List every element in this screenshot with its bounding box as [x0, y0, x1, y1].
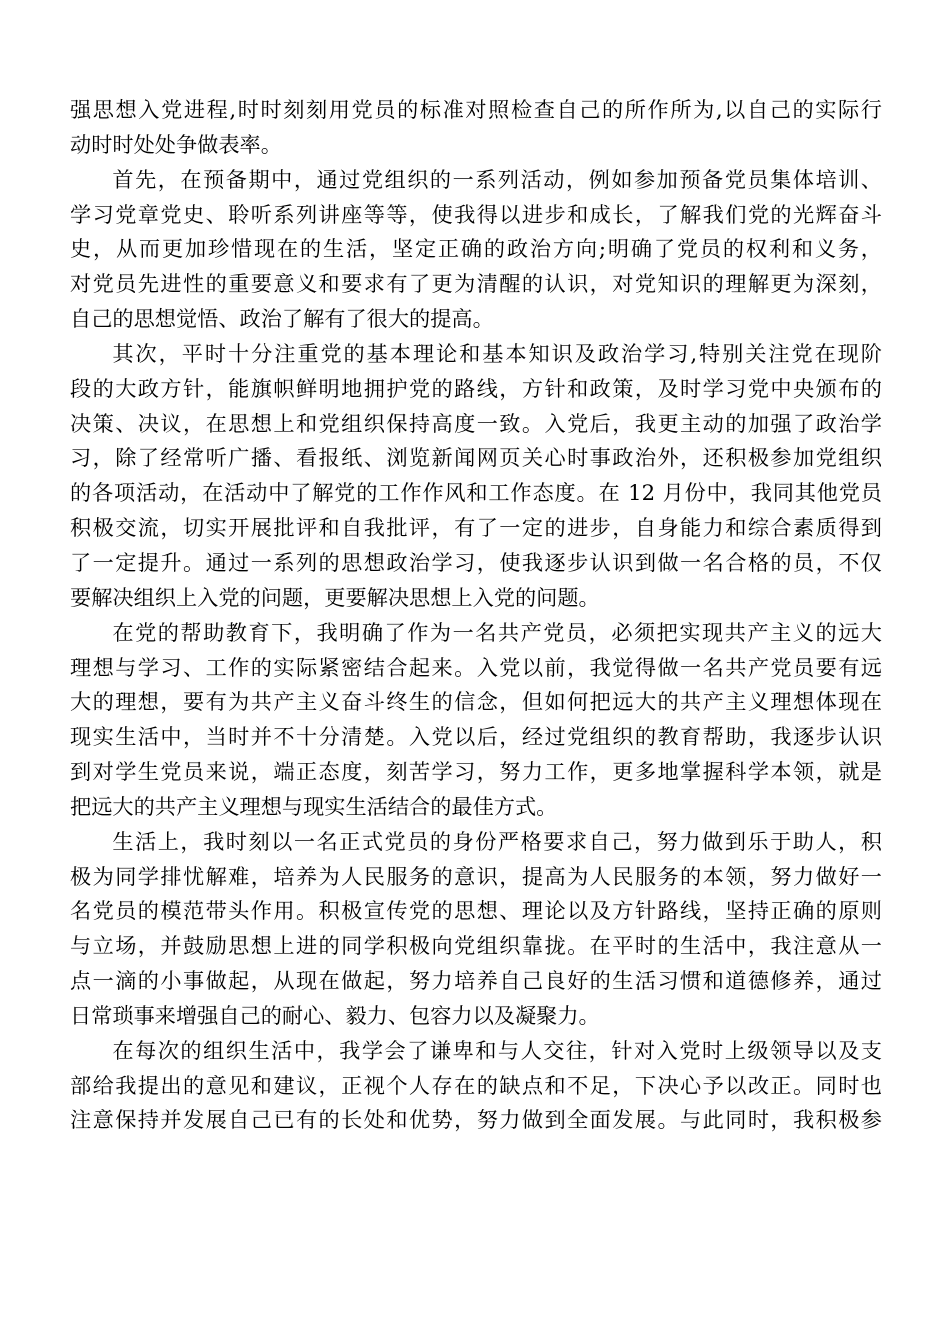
- text-line: 要解决组织上入党的问题，更要解决思想上入党的问题。: [70, 584, 600, 610]
- text-line: 了一定提升。通过一系列的思想政治学习，使我逐步认识到做一名合格的员，不仅: [70, 549, 882, 575]
- text-line: 大的理想，要有为共产主义奋斗终生的信念，但如何把远大的共产主义理想体现在: [70, 689, 882, 715]
- paragraph-6: [70, 1034, 882, 1139]
- text-line: 动时时处处争做表率。: [70, 131, 282, 157]
- paragraph-4: [70, 616, 882, 825]
- paragraph-5: [70, 825, 882, 1034]
- text-line: 习，除了经常听广播、看报纸、浏览新闻网页关心时事政治外，还积极参加党组织: [70, 445, 882, 471]
- text-line: 极为同学排忧解难，培养为人民服务的意识，提高为人民服务的本领，努力做好一: [70, 863, 882, 889]
- text-line: 决策、决议，在思想上和党组织保持高度一致。入党后，我更主动的加强了政治学: [70, 410, 882, 436]
- text-line: 学习党章党史、聆听系列讲座等等，使我得以进步和成长，了解我们党的光辉奋斗: [70, 201, 882, 227]
- text-line: 在每次的组织生活中，我学会了谦卑和与人交往，针对入党时上级领导以及支: [112, 1037, 882, 1063]
- text-line: 部给我提出的意见和建议，正视个人存在的缺点和不足，下决心予以改正。同时也: [70, 1072, 882, 1098]
- paragraph-1: [70, 93, 882, 163]
- paragraph-2: [70, 163, 882, 337]
- document-page: [70, 93, 882, 1138]
- text-line: 点一滴的小事做起，从现在做起，努力培养自己良好的生活习惯和道德修养，通过: [70, 968, 882, 994]
- text-line: 与立场，并鼓励思想上进的同学积极向党组织靠拢。在平时的生活中，我注意从一: [70, 933, 882, 959]
- text-line: 积极交流，切实开展批评和自我批评，有了一定的进步，自身能力和综合素质得到: [70, 515, 882, 541]
- text-line: 生活上，我时刻以一名正式党员的身份严格要求自己，努力做到乐于助人，积: [112, 828, 882, 854]
- text-line: 日常琐事来增强自己的耐心、毅力、包容力以及凝聚力。: [70, 1002, 600, 1028]
- text-line: 首先，在预备期中，通过党组织的一系列活动，例如参加预备党员集体培训、: [112, 166, 882, 192]
- text-line: 在党的帮助教育下，我明确了作为一名共产党员，必须把实现共产主义的远大: [112, 619, 882, 645]
- text-line: 现实生活中，当时并不十分清楚。入党以后，经过党组织的教育帮助，我逐步认识: [70, 724, 882, 750]
- text-line: 自己的思想觉悟、政治了解有了很大的提高。: [70, 306, 494, 332]
- text-line: 注意保持并发展自己已有的长处和优势，努力做到全面发展。与此同时，我积极参: [70, 1107, 882, 1133]
- text-line: 的各项活动，在活动中了解党的工作作风和工作态度。在 12 月份中，我同其他党员: [70, 480, 882, 506]
- text-line: 到对学生党员来说，端正态度，刻苦学习，努力工作，更多地掌握科学本领，就是: [70, 759, 882, 785]
- paragraph-3: [70, 337, 882, 616]
- text-line: 其次，平时十分注重党的基本理论和基本知识及政治学习,特别关注党在现阶: [112, 340, 882, 366]
- text-line: 对党员先进性的重要意义和要求有了更为清醒的认识，对党知识的理解更为深刻，: [70, 271, 882, 297]
- text-line: 段的大政方针，能旗帜鲜明地拥护党的路线，方针和政策，及时学习党中央颁布的: [70, 375, 882, 401]
- text-line: 把远大的共产主义理想与现实生活结合的最佳方式。: [70, 793, 558, 819]
- text-line: 名党员的模范带头作用。积极宣传党的思想、理论以及方针路线，坚持正确的原则: [70, 898, 882, 924]
- text-line: 史，从而更加珍惜现在的生活，坚定正确的政治方向;明确了党员的权利和义务，: [70, 236, 882, 262]
- text-line: 强思想入党进程,时时刻刻用党员的标准对照检查自己的所作所为,以自己的实际行: [70, 97, 882, 122]
- text-line: 理想与学习、工作的实际紧密结合起来。入党以前，我觉得做一名共产党员要有远: [70, 654, 882, 680]
